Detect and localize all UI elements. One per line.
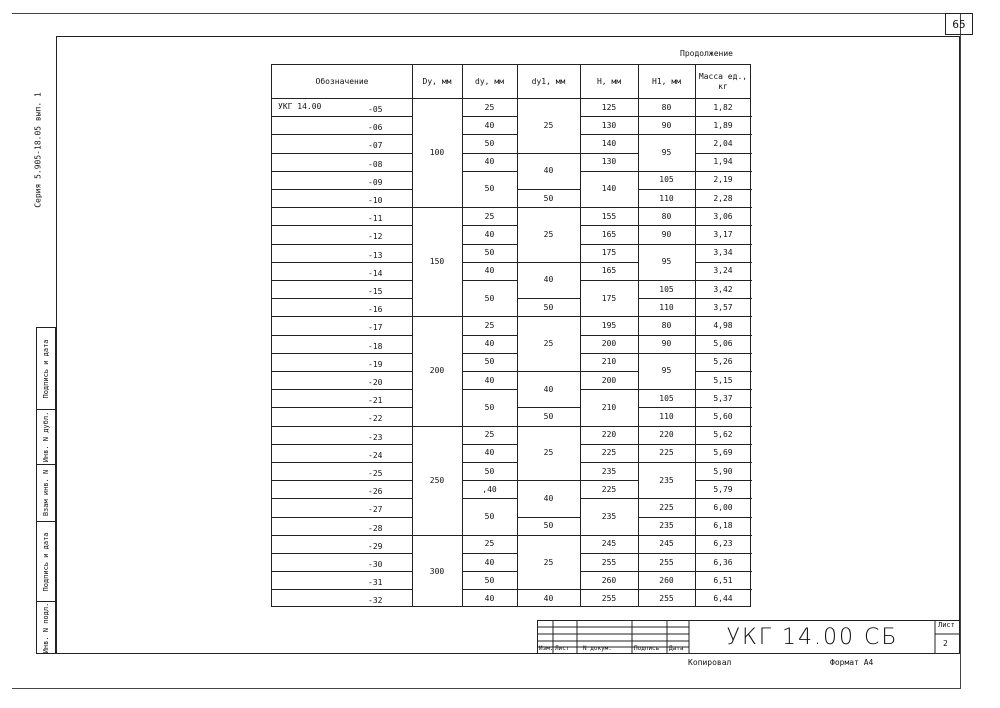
h-value: 255 bbox=[601, 557, 617, 567]
row-line bbox=[272, 517, 412, 518]
row-line bbox=[272, 280, 412, 281]
mass-value: 2,28 bbox=[713, 193, 733, 203]
mass-value: 3,34 bbox=[713, 248, 733, 258]
designation-code: -26 bbox=[368, 487, 383, 497]
h-value: 165 bbox=[601, 229, 617, 239]
dy-small-value: 25 bbox=[484, 320, 495, 330]
mass-value: 5,79 bbox=[713, 484, 733, 494]
sheet-number: 2 bbox=[943, 639, 948, 648]
side-cell-replace-inv bbox=[37, 465, 55, 522]
mass-value: 3,57 bbox=[713, 302, 733, 312]
h1-value: 225 bbox=[659, 448, 674, 458]
h1-value: 110 bbox=[659, 193, 674, 203]
spec-table bbox=[271, 64, 751, 607]
mass-value: 6,44 bbox=[713, 593, 733, 603]
dy-small-value: 25 bbox=[484, 430, 495, 440]
designation-code: -31 bbox=[368, 578, 383, 588]
h-value: 165 bbox=[601, 266, 617, 276]
h1-value: 95 bbox=[661, 366, 672, 376]
dy-small-value: 50 bbox=[484, 402, 495, 412]
row-line bbox=[272, 134, 412, 135]
h-value: 225 bbox=[601, 448, 617, 458]
h1-value: 95 bbox=[661, 148, 672, 158]
h1-value: 80 bbox=[661, 211, 672, 221]
designation-code: -32 bbox=[368, 596, 383, 606]
row-line bbox=[272, 444, 412, 445]
h1-value: 255 bbox=[659, 557, 674, 567]
series-text: Серия 5.905-18.05 вып. 1 bbox=[33, 92, 43, 208]
row-line bbox=[272, 298, 412, 299]
designation-code: -17 bbox=[368, 323, 383, 333]
dy1-value: 40 bbox=[543, 384, 554, 394]
row-line bbox=[272, 207, 412, 208]
h-value: 195 bbox=[601, 320, 617, 330]
mass-value: 5,69 bbox=[713, 448, 733, 458]
h1-value: 80 bbox=[661, 102, 672, 112]
row-line bbox=[272, 480, 412, 481]
dy-small-value: 25 bbox=[484, 539, 495, 549]
dy-small-value: 40 bbox=[484, 266, 495, 276]
mass-value: 5,06 bbox=[713, 339, 733, 349]
designation-code: -08 bbox=[368, 159, 383, 169]
row-line bbox=[272, 498, 412, 499]
h-value: 200 bbox=[601, 339, 617, 349]
dy-small-value: ,40 bbox=[482, 484, 497, 494]
mass-value: 6,00 bbox=[713, 502, 733, 512]
designation-code: -14 bbox=[368, 268, 383, 278]
designation-code: -19 bbox=[368, 359, 383, 369]
dy-small-value: 40 bbox=[484, 339, 495, 349]
row-line bbox=[272, 426, 412, 427]
dy1-value: 25 bbox=[543, 120, 554, 130]
h-value: 225 bbox=[601, 484, 617, 494]
designation-code: -09 bbox=[368, 177, 383, 187]
h-value: 210 bbox=[601, 402, 617, 412]
designation-code: -28 bbox=[368, 523, 383, 533]
mass-value: 2,19 bbox=[713, 175, 733, 185]
dy-small-value: 40 bbox=[484, 448, 495, 458]
h-value: 140 bbox=[601, 138, 617, 148]
dy1-value: 40 bbox=[543, 493, 554, 503]
row-line bbox=[272, 262, 412, 263]
mass-value: 4,98 bbox=[713, 320, 733, 330]
row-line bbox=[272, 353, 412, 354]
dy1-value: 40 bbox=[543, 275, 554, 285]
designation-code: -27 bbox=[368, 505, 383, 515]
designation-code: -21 bbox=[368, 396, 383, 406]
row-line bbox=[272, 407, 412, 408]
h1-value: 105 bbox=[659, 284, 674, 294]
h1-value: 220 bbox=[659, 430, 674, 440]
h1-value: 260 bbox=[659, 575, 674, 585]
dy-small-value: 50 bbox=[484, 138, 495, 148]
h1-value: 235 bbox=[659, 475, 674, 485]
side-cell-dup-inv bbox=[37, 410, 55, 465]
h-value: 175 bbox=[601, 293, 617, 303]
dy-value: 150 bbox=[429, 257, 445, 267]
h1-value: 245 bbox=[659, 539, 674, 549]
row-line bbox=[272, 553, 412, 554]
row-line bbox=[272, 171, 412, 172]
mass-value: 6,36 bbox=[713, 557, 733, 567]
format-label: Формат А4 bbox=[830, 658, 874, 667]
h1-value: 105 bbox=[659, 175, 674, 185]
row-line bbox=[272, 189, 412, 190]
designation-code: -23 bbox=[368, 432, 383, 442]
side-cell-signature-date-2 bbox=[37, 522, 55, 602]
mass-value: 5,15 bbox=[713, 375, 733, 385]
mass-value: 1,94 bbox=[713, 157, 733, 167]
h-value: 255 bbox=[601, 593, 617, 603]
dy1-value: 25 bbox=[543, 339, 554, 349]
side-text: Подпись и дата bbox=[42, 531, 50, 592]
row-line bbox=[272, 116, 412, 117]
designation-prefix: УКГ 14.00 bbox=[278, 102, 322, 111]
mass-value: 6,23 bbox=[713, 539, 733, 549]
h-value: 210 bbox=[601, 357, 617, 367]
h-value: 235 bbox=[601, 512, 617, 522]
dy1-value: 25 bbox=[543, 448, 554, 458]
mass-value: 5,90 bbox=[713, 466, 733, 476]
dy1-value: 50 bbox=[543, 302, 554, 312]
h1-value: 225 bbox=[659, 502, 674, 512]
designation-code: -25 bbox=[368, 469, 383, 478]
h-value: 130 bbox=[601, 157, 617, 167]
dy1-value: 50 bbox=[543, 521, 554, 531]
header-h: H, мм bbox=[596, 76, 622, 86]
dy-small-value: 40 bbox=[484, 229, 495, 239]
designation-code: -10 bbox=[368, 196, 383, 205]
row-line bbox=[272, 589, 412, 590]
side-cell-signature-date bbox=[37, 328, 55, 410]
h-value: 130 bbox=[601, 120, 617, 130]
header-h1: H1, мм bbox=[652, 76, 681, 86]
designation-code: -11 bbox=[368, 214, 383, 224]
h1-value: 90 bbox=[661, 120, 672, 130]
designation-code: -24 bbox=[368, 450, 383, 460]
h1-value: 110 bbox=[659, 302, 674, 312]
dy-small-value: 40 bbox=[484, 593, 495, 603]
side-stamp bbox=[36, 327, 56, 654]
mass-value: 5,37 bbox=[713, 393, 733, 403]
row-line bbox=[272, 389, 412, 390]
dy-small-value: 50 bbox=[484, 357, 495, 367]
mass-value: 3,24 bbox=[713, 266, 733, 276]
mass-value: 1,89 bbox=[713, 120, 733, 130]
h-value: 245 bbox=[601, 539, 617, 549]
designation-code: -06 bbox=[368, 123, 383, 133]
sheet-bottom-edge bbox=[12, 688, 960, 689]
h1-value: 255 bbox=[659, 593, 674, 603]
mass-value: 1,82 bbox=[713, 102, 733, 112]
dy-small-value: 40 bbox=[484, 557, 495, 567]
row-line bbox=[272, 371, 412, 372]
page-number: 65 bbox=[945, 13, 973, 35]
continued-label: Продолжение bbox=[680, 49, 733, 58]
mass-value: 3,17 bbox=[713, 229, 733, 239]
side-text: Инв. N дубл. bbox=[42, 411, 50, 463]
header-dy: Dy, мм bbox=[422, 76, 452, 86]
h-value: 125 bbox=[601, 102, 617, 112]
h1-value: 235 bbox=[659, 521, 674, 531]
dy-value: 100 bbox=[429, 148, 445, 158]
dy-value: 250 bbox=[429, 475, 445, 485]
mass-value: 5,26 bbox=[713, 357, 733, 367]
header-mass: Масса ед., кг bbox=[698, 71, 748, 91]
side-cell-orig-inv bbox=[37, 602, 55, 653]
dy1-value: 40 bbox=[543, 593, 554, 603]
dy-small-value: 50 bbox=[484, 293, 495, 303]
row-line bbox=[272, 335, 412, 336]
designation-code: -16 bbox=[368, 305, 383, 315]
dy-small-value: 25 bbox=[484, 102, 495, 112]
dy-small-value: 50 bbox=[484, 248, 495, 258]
designation-code: -05 bbox=[368, 105, 383, 114]
designation-code: -15 bbox=[368, 287, 383, 296]
stamp-col-sheet: Лист bbox=[555, 645, 570, 652]
h-value: 200 bbox=[601, 375, 617, 385]
mass-value: 5,62 bbox=[713, 430, 733, 440]
side-text: Инв. N подл. bbox=[42, 602, 50, 653]
dy-value: 200 bbox=[429, 366, 445, 376]
designation-code: -07 bbox=[368, 141, 383, 151]
designation-code: -18 bbox=[368, 341, 383, 351]
sheet-top-edge bbox=[12, 13, 962, 14]
dy-small-value: 40 bbox=[484, 157, 495, 167]
dy-small-value: 40 bbox=[484, 120, 495, 130]
document-code: УКГ 14.00 СБ bbox=[726, 625, 899, 650]
row-line bbox=[272, 244, 412, 245]
designation-code: -12 bbox=[368, 232, 383, 242]
dy1-value: 40 bbox=[543, 166, 554, 176]
row-line bbox=[272, 225, 412, 226]
side-text: Подпись и дата bbox=[42, 338, 50, 399]
mass-value: 2,04 bbox=[713, 138, 733, 148]
stamp-col-sign: Подпись bbox=[634, 645, 660, 652]
dy1-value: 25 bbox=[543, 229, 554, 239]
mass-value: 6,18 bbox=[713, 521, 733, 531]
side-text: Взам инв. N bbox=[42, 469, 50, 517]
stamp-col-change: Изм. bbox=[539, 645, 554, 652]
row-line bbox=[272, 571, 412, 572]
row-line bbox=[272, 462, 412, 463]
h1-value: 90 bbox=[661, 339, 672, 349]
dy-small-value: 25 bbox=[484, 211, 495, 221]
h-value: 155 bbox=[601, 211, 617, 221]
dy1-value: 25 bbox=[543, 557, 554, 567]
header-dy-small: dy, мм bbox=[475, 76, 504, 86]
designation-code: -13 bbox=[368, 250, 383, 260]
header-dy1: dy1, мм bbox=[531, 76, 566, 86]
h-value: 235 bbox=[601, 466, 617, 476]
mass-value: 6,51 bbox=[713, 575, 733, 585]
row-line bbox=[272, 535, 412, 536]
dy-small-value: 40 bbox=[484, 375, 495, 385]
h1-value: 105 bbox=[659, 393, 674, 403]
h1-value: 110 bbox=[659, 411, 674, 421]
dy-small-value: 50 bbox=[484, 512, 495, 522]
h-value: 140 bbox=[601, 184, 617, 194]
dy1-value: 50 bbox=[543, 193, 554, 203]
designation-code: -29 bbox=[368, 541, 383, 551]
designation-code: -20 bbox=[368, 378, 383, 387]
header-designation: Обозначение bbox=[315, 76, 369, 86]
dy-small-value: 50 bbox=[484, 466, 495, 476]
mass-value: 3,06 bbox=[713, 211, 733, 221]
stamp-col-date: Дата bbox=[669, 645, 684, 652]
mass-value: 3,42 bbox=[713, 284, 733, 294]
dy-value: 300 bbox=[429, 566, 445, 576]
dy-small-value: 50 bbox=[484, 184, 495, 194]
row-line bbox=[272, 153, 412, 154]
h-value: 260 bbox=[601, 575, 617, 585]
designation-code: -30 bbox=[368, 560, 383, 569]
h1-value: 80 bbox=[661, 320, 672, 330]
designation-code: -22 bbox=[368, 414, 383, 424]
h-value: 175 bbox=[601, 248, 617, 258]
dy1-value: 50 bbox=[543, 411, 554, 421]
sheet-label: Лист bbox=[938, 621, 955, 629]
series-label bbox=[20, 40, 56, 260]
dy-small-value: 50 bbox=[484, 575, 495, 585]
mass-value: 5,60 bbox=[713, 411, 733, 421]
copied-label: Копировал bbox=[688, 658, 732, 667]
h1-value: 95 bbox=[661, 257, 672, 267]
h1-value: 90 bbox=[661, 229, 672, 239]
sheet-right-edge bbox=[960, 13, 961, 689]
h-value: 220 bbox=[601, 430, 617, 440]
row-line bbox=[272, 316, 412, 317]
stamp-col-doc: N докум. bbox=[583, 645, 612, 652]
